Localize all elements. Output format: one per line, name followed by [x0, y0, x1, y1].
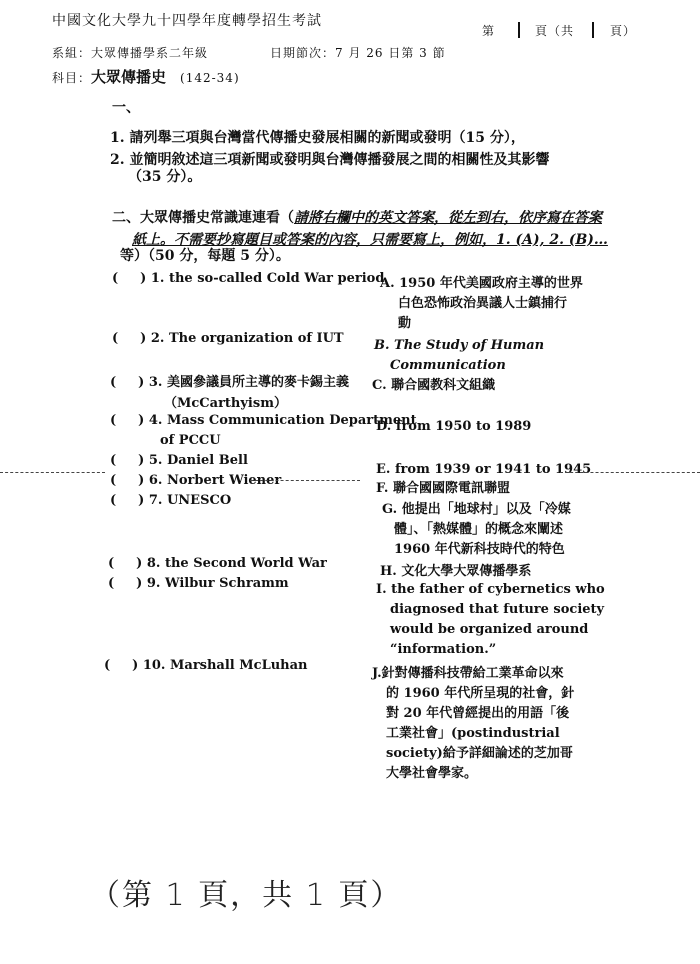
answer-i: [376, 580, 605, 660]
item-number: 10.: [142, 658, 166, 673]
answer-i-line: would be organized around: [390, 622, 589, 637]
answer-g-line: G. 他提出「地球村」以及「冷媒: [382, 502, 571, 517]
item-text: Wilbur Schramm: [164, 576, 289, 591]
section2-instruction-line1: [112, 208, 602, 229]
paren-open: (: [110, 375, 117, 390]
item-text: Daniel Bell: [166, 453, 248, 468]
section1-heading: 一、: [112, 100, 140, 116]
item-text: the Second World War: [164, 556, 327, 571]
match-item-1: [112, 271, 384, 286]
answer-j-line: 對 20 年代曾經提出的用語「後: [386, 706, 570, 721]
paren-open: (: [108, 576, 115, 591]
match-item-4: [110, 413, 417, 428]
answer-e: E. from 1939 or 1941 to 1945: [376, 462, 592, 477]
answer-j-line: J.針對傳播科技帶給工業革命以來: [372, 666, 564, 681]
page-divider-1: [518, 22, 520, 38]
scan-dash-right: [560, 472, 700, 473]
answer-d: D. from 1950 to 1989: [376, 419, 532, 434]
answer-b: [374, 336, 544, 376]
paren-close: ): [136, 556, 143, 571]
section2-instruction-plain: 二、大眾傳播史常識連連看（: [112, 210, 294, 226]
page-label-mid: 頁（共: [535, 24, 575, 38]
match-item-2: [112, 331, 344, 346]
answer-g-line: 體」、「熱媒體」的概念來闡述: [394, 522, 564, 537]
section2-instruction-emphasis: 請將右欄中的英文答案，從左到右，依序寫在答案: [294, 210, 602, 226]
item-number: 9.: [146, 576, 161, 591]
item-number: 6.: [148, 473, 163, 488]
answer-a-line: 白色恐怖政治異議人士鎮捕行: [398, 296, 568, 311]
paren-open: (: [110, 453, 117, 468]
section1-question2: 2. 並簡明敘述這三項新聞或發明與台灣傳播發展之間的相關性及其影響: [110, 152, 550, 168]
paren-open: (: [104, 658, 111, 673]
answer-h: H. 文化大學大眾傳播學系: [380, 564, 532, 579]
item-text: Marshall McLuhan: [170, 658, 308, 673]
scan-dash-left: [0, 472, 105, 473]
item-text: Mass Communication Department: [166, 413, 417, 428]
answer-j-line: society)給予詳細論述的芝加哥: [386, 746, 573, 761]
page-footer: （第 1 頁，共 1 頁）: [90, 878, 403, 913]
subject-name: 大眾傳播史: [91, 68, 167, 86]
answer-a-line: 動: [398, 316, 412, 331]
answer-c: C. 聯合國教科文組織: [372, 378, 496, 393]
paren-open: (: [110, 473, 117, 488]
paren-close: ): [138, 473, 145, 488]
item-number: 7.: [148, 493, 163, 508]
answer-j-line: 的 1960 年代所呈現的社會，針: [386, 686, 575, 701]
department-line: 系組：大眾傳播學系二年級: [52, 46, 209, 60]
section2-instruction-line2: 紙上。不需要抄寫題目或答案的內容，只需要寫上，例如，1. (A), 2. (B)…: [132, 232, 608, 248]
paren-close: ): [140, 331, 147, 346]
match-item-3: [110, 371, 349, 390]
subject-code: (142-34): [180, 71, 240, 85]
scan-dash-mid: [250, 480, 360, 481]
paren-open: (: [112, 331, 119, 346]
date-line: 日期節次：7 月 26 日第 3 節: [270, 46, 446, 60]
paren-open: (: [110, 493, 117, 508]
paren-close: ): [132, 658, 139, 673]
paren-open: (: [110, 413, 117, 428]
match-item-3-cont: （McCarthyism）: [164, 396, 287, 411]
item-number: 1.: [150, 271, 165, 286]
item-text: 美國參議員所主導的麥卡錫主義: [166, 375, 349, 390]
item-text: UNESCO: [166, 493, 232, 508]
answer-j-line: 工業社會」(postindustrial: [386, 726, 560, 741]
exam-title: 中國文化大學九十四學年度轉學招生考試: [52, 13, 322, 29]
match-item-8: [108, 556, 327, 571]
item-number: 2.: [150, 331, 165, 346]
section1-question2-cont: （35 分）。: [128, 169, 202, 185]
subject-prefix: 科目：: [52, 71, 92, 85]
match-item-9: [108, 576, 289, 591]
answer-b-line: B. The Study of Human: [374, 338, 545, 353]
item-number: 5.: [148, 453, 163, 468]
page-label-right: 頁）: [610, 24, 637, 38]
paren-close: ): [138, 375, 145, 390]
match-item-10: [104, 658, 307, 673]
item-text: the so-called Cold War period: [168, 271, 385, 286]
item-text: The organization of IUT: [168, 331, 344, 346]
item-number: 4.: [148, 413, 163, 428]
paren-open: (: [112, 271, 119, 286]
paren-close: ): [140, 271, 147, 286]
page-divider-2: [592, 22, 594, 38]
answer-j: [372, 664, 574, 784]
answer-i-line: “information.”: [390, 642, 497, 657]
item-text: Norbert Wiener: [166, 473, 282, 488]
section2-instruction-line3: 等）（50 分，每題 5 分）。: [120, 248, 290, 264]
item-number: 3.: [148, 375, 163, 390]
item-number: 8.: [146, 556, 161, 571]
answer-g: [382, 500, 571, 560]
match-item-7: [110, 493, 231, 508]
paren-close: ): [138, 413, 145, 428]
section1-question1: 1. 請列舉三項與台灣當代傳播史發展相關的新聞或發明（15 分），: [110, 130, 525, 146]
answer-a-line: A. 1950 年代美國政府主導的世界: [380, 276, 583, 291]
answer-f: F. 聯合國國際電訊聯盟: [376, 481, 510, 496]
answer-a: [380, 274, 583, 334]
subject-line: [52, 66, 240, 87]
match-item-4-cont: of PCCU: [160, 433, 221, 448]
page-label-first: 第: [482, 24, 496, 38]
match-item-5: [110, 453, 248, 468]
paren-close: ): [136, 576, 143, 591]
answer-i-line: I. the father of cybernetics who: [376, 582, 605, 597]
paren-close: ): [138, 493, 145, 508]
paren-close: ): [138, 453, 145, 468]
answer-j-line: 大學社會學家。: [386, 766, 478, 781]
paren-open: (: [108, 556, 115, 571]
answer-i-line: diagnosed that future society: [390, 602, 605, 617]
answer-g-line: 1960 年代新科技時代的特色: [394, 542, 565, 557]
answer-b-line: Communication: [390, 358, 506, 373]
